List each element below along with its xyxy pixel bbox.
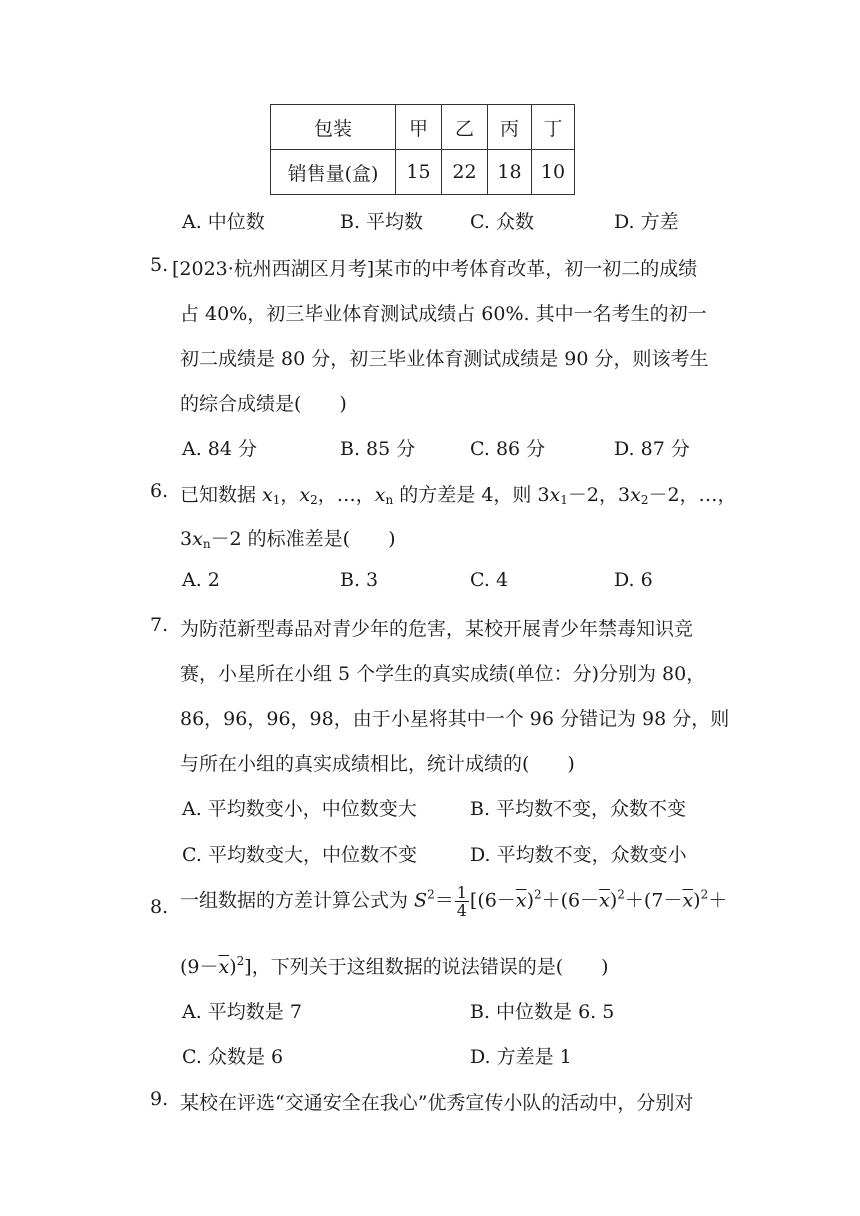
table-category: 丁 <box>532 105 575 150</box>
q6-option-c: C. 4 <box>470 569 509 591</box>
q5-line: 初二成绩是 80 分，初三毕业体育测试成绩是 90 分，则该考生 <box>180 348 709 370</box>
q8-number: 8. <box>150 896 169 918</box>
q5-option-b: B. 85 分 <box>340 438 416 460</box>
q5-option-d: D. 87 分 <box>614 438 690 460</box>
q8-option-c: C. 众数是 6 <box>182 1046 284 1068</box>
q4-option-b: B. 平均数 <box>340 211 424 233</box>
q6-option-b: B. 3 <box>340 569 379 591</box>
table-cell: 15 <box>396 150 442 195</box>
table-row <box>271 150 575 195</box>
q9-line: 某校在评选“交通安全在我心”优秀宣传小队的活动中，分别对 <box>180 1092 694 1114</box>
q8-option-d: D. 方差是 1 <box>470 1046 572 1068</box>
q8-formula-line: 一组数据的方差计算公式为 $S^2=$ $\frac{1}{4}$ [$(6-\overline{x})^2+(6-\overline{x})^2+(7-\overline{x})^2+$ <box>180 883 728 920</box>
table-row-label: 销售量(盒) <box>271 150 396 195</box>
q5-line: 占 40%，初三毕业体育测试成绩占 60%. 其中一名考生的初一 <box>180 303 707 325</box>
q7-line: 与所在小组的真实成绩相比，统计成绩的( ) <box>180 753 575 775</box>
q6-option-d: D. 6 <box>614 569 653 591</box>
table-cell: 18 <box>488 150 532 195</box>
q7-line: 赛，小星所在小组 5 个学生的真实成绩(单位：分)分别为 80， <box>180 663 706 685</box>
q6-line: 已知数据 $x_1$，$x_2$，…，$x_n$ 的方差是 4，则 $3x_1-2$，$3x_2-2$，…， <box>180 484 737 507</box>
q4-option-d: D. 方差 <box>614 211 679 233</box>
table-category: 乙 <box>442 105 488 150</box>
q6-number: 6. <box>150 480 169 502</box>
q7-option-c: C. 平均数变大，中位数不变 <box>182 844 417 866</box>
q7-option-a: A. 平均数变小，中位数变大 <box>182 798 417 820</box>
q7-line: 为防范新型毒品对青少年的危害，某校开展青少年禁毒知识竞 <box>180 618 694 640</box>
table-header-row <box>271 105 575 150</box>
sales-table <box>270 104 575 195</box>
table-cell: 22 <box>442 150 488 195</box>
q6-option-a: A. 2 <box>182 569 220 591</box>
fraction: $\frac{1}{4}$ <box>456 883 467 920</box>
q7-option-b: B. 平均数不变，众数不变 <box>470 798 687 820</box>
table-cell: 10 <box>532 150 575 195</box>
q6-line: $3x_n-2$ 的标准差是( ) <box>180 528 396 551</box>
table-header-label: 包装 <box>271 105 396 150</box>
q5-line: [2023·杭州西湖区月考]某市的中考体育改革，初一初二的成绩 <box>172 258 698 280</box>
q5-option-c: C. 86 分 <box>470 438 546 460</box>
q8-option-b: B. 中位数是 6. 5 <box>470 1001 615 1023</box>
q7-number: 7. <box>150 614 169 636</box>
q8-option-a: A. 平均数是 7 <box>182 1001 302 1023</box>
q5-option-a: A. 84 分 <box>182 438 258 460</box>
q7-line: 86，96，96，98，由于小星将其中一个 96 分错记为 98 分，则 <box>180 708 730 730</box>
q4-option-c: C. 众数 <box>470 211 534 233</box>
q5-line: 的综合成绩是( ) <box>180 393 347 415</box>
q9-number: 9. <box>150 1088 169 1110</box>
q5-number: 5. <box>150 254 169 276</box>
q8-line: $(9-\overline{x})^2$]，下列关于这组数据的说法错误的是( ) <box>180 954 609 978</box>
table-category: 甲 <box>396 105 442 150</box>
q7-option-d: D. 平均数不变，众数变小 <box>470 844 687 866</box>
table-category: 丙 <box>488 105 532 150</box>
q4-option-a: A. 中位数 <box>182 211 265 233</box>
